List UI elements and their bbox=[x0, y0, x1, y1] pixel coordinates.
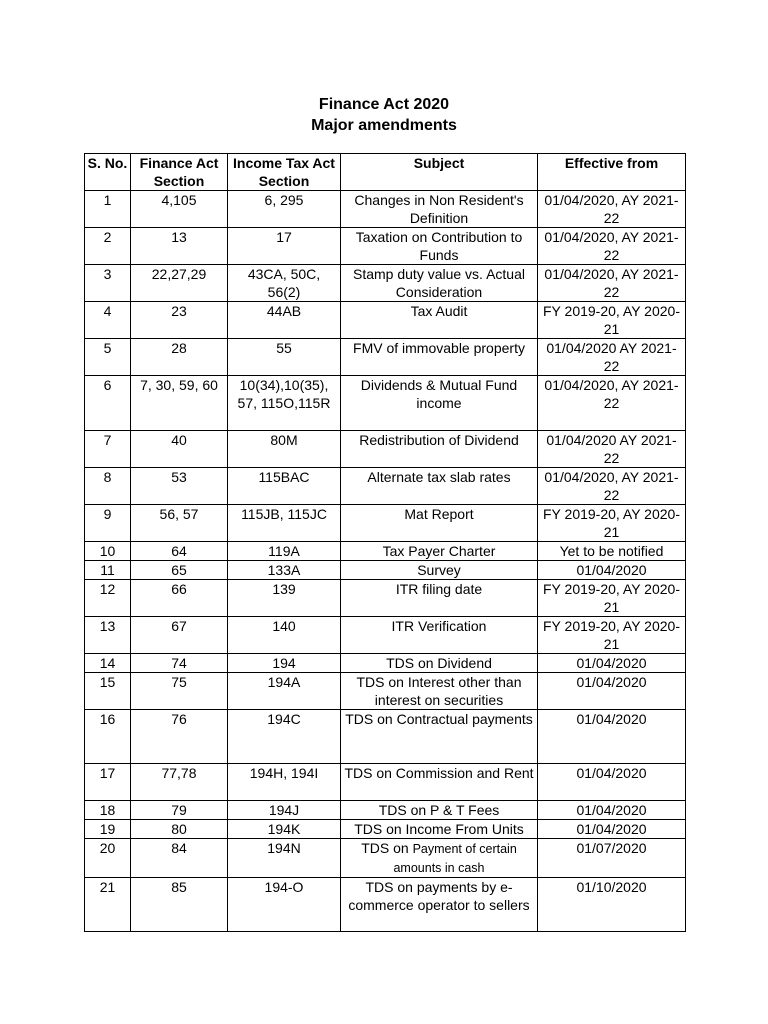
cell-sno: 20 bbox=[85, 839, 131, 878]
cell-finance-section: 4,105 bbox=[131, 191, 228, 228]
table-row bbox=[85, 654, 686, 673]
cell-effective-from: 01/04/2020 bbox=[538, 710, 686, 764]
cell-sno: 7 bbox=[85, 431, 131, 468]
cell-it-section: 43CA, 50C, 56(2) bbox=[228, 265, 341, 302]
cell-subject: FMV of immovable property bbox=[341, 339, 538, 376]
subject-small-text: Payment of certain amounts in cash bbox=[393, 842, 517, 875]
cell-effective-from: 01/04/2020, AY 2021-22 bbox=[538, 265, 686, 302]
cell-it-section: 6, 295 bbox=[228, 191, 341, 228]
cell-finance-section: 67 bbox=[131, 617, 228, 654]
cell-subject: Tax Audit bbox=[341, 302, 538, 339]
cell-effective-from: 01/04/2020 AY 2021-22 bbox=[538, 431, 686, 468]
cell-finance-section: 7, 30, 59, 60 bbox=[131, 376, 228, 431]
table-row bbox=[85, 710, 686, 764]
cell-effective-from: 01/04/2020 bbox=[538, 673, 686, 710]
cell-it-section: 140 bbox=[228, 617, 341, 654]
cell-it-section: 115BAC bbox=[228, 468, 341, 505]
cell-finance-section: 76 bbox=[131, 710, 228, 764]
cell-sno: 1 bbox=[85, 191, 131, 228]
cell-subject: Taxation on Contribution to Funds bbox=[341, 228, 538, 265]
cell-subject: Redistribution of Dividend bbox=[341, 431, 538, 468]
cell-effective-from: 01/04/2020 AY 2021-22 bbox=[538, 339, 686, 376]
table-row bbox=[85, 801, 686, 820]
cell-it-section: 115JB, 115JC bbox=[228, 505, 341, 542]
cell-finance-section: 77,78 bbox=[131, 764, 228, 801]
cell-effective-from: 01/04/2020 bbox=[538, 561, 686, 580]
cell-sno: 2 bbox=[85, 228, 131, 265]
cell-subject: Survey bbox=[341, 561, 538, 580]
cell-effective-from: 01/04/2020 bbox=[538, 820, 686, 839]
cell-finance-section: 23 bbox=[131, 302, 228, 339]
amendments-table bbox=[84, 153, 686, 932]
cell-subject: Changes in Non Resident's Definition bbox=[341, 191, 538, 228]
cell-it-section: 194-O bbox=[228, 878, 341, 932]
cell-effective-from: 01/04/2020, AY 2021-22 bbox=[538, 228, 686, 265]
cell-effective-from: 01/04/2020 bbox=[538, 654, 686, 673]
cell-sno: 8 bbox=[85, 468, 131, 505]
cell-finance-section: 74 bbox=[131, 654, 228, 673]
table-row bbox=[85, 820, 686, 839]
cell-finance-section: 75 bbox=[131, 673, 228, 710]
cell-sno: 3 bbox=[85, 265, 131, 302]
table-row bbox=[85, 617, 686, 654]
cell-subject: TDS on Interest other than interest on securities bbox=[341, 673, 538, 710]
cell-finance-section: 13 bbox=[131, 228, 228, 265]
cell-subject: Mat Report bbox=[341, 505, 538, 542]
cell-it-section: 133A bbox=[228, 561, 341, 580]
table-row bbox=[85, 764, 686, 801]
cell-it-section: 194N bbox=[228, 839, 341, 878]
cell-effective-from: FY 2019-20, AY 2020-21 bbox=[538, 617, 686, 654]
cell-finance-section: 64 bbox=[131, 542, 228, 561]
table-row bbox=[85, 839, 686, 878]
cell-subject: TDS on Contractual payments bbox=[341, 710, 538, 764]
cell-subject: Stamp duty value vs. Actual Consideration bbox=[341, 265, 538, 302]
header-it-section: Income Tax Act Section bbox=[228, 154, 341, 191]
table-row bbox=[85, 561, 686, 580]
cell-effective-from: 01/04/2020, AY 2021-22 bbox=[538, 191, 686, 228]
header-subject: Subject bbox=[341, 154, 538, 191]
cell-sno: 17 bbox=[85, 764, 131, 801]
cell-sno: 13 bbox=[85, 617, 131, 654]
cell-sno: 18 bbox=[85, 801, 131, 820]
cell-finance-section: 22,27,29 bbox=[131, 265, 228, 302]
cell-it-section: 10(34),10(35), 57, 115O,115R bbox=[228, 376, 341, 431]
cell-sno: 10 bbox=[85, 542, 131, 561]
cell-effective-from: FY 2019-20, AY 2020-21 bbox=[538, 505, 686, 542]
cell-finance-section: 84 bbox=[131, 839, 228, 878]
cell-sno: 12 bbox=[85, 580, 131, 617]
cell-finance-section: 53 bbox=[131, 468, 228, 505]
cell-subject: Dividends & Mutual Fund income bbox=[341, 376, 538, 431]
cell-it-section: 194C bbox=[228, 710, 341, 764]
cell-subject: TDS on payments by e-commerce operator to sellers bbox=[341, 878, 538, 932]
cell-sno: 4 bbox=[85, 302, 131, 339]
cell-sno: 19 bbox=[85, 820, 131, 839]
cell-it-section: 55 bbox=[228, 339, 341, 376]
cell-it-section: 17 bbox=[228, 228, 341, 265]
cell-it-section: 119A bbox=[228, 542, 341, 561]
cell-finance-section: 85 bbox=[131, 878, 228, 932]
cell-it-section: 80M bbox=[228, 431, 341, 468]
document-subtitle: Major amendments bbox=[311, 117, 457, 134]
cell-subject: TDS on P & T Fees bbox=[341, 801, 538, 820]
table-header-row bbox=[85, 154, 686, 191]
table-row bbox=[85, 505, 686, 542]
cell-effective-from: 01/10/2020 bbox=[538, 878, 686, 932]
cell-sno: 15 bbox=[85, 673, 131, 710]
cell-subject: TDS on Dividend bbox=[341, 654, 538, 673]
cell-subject: ITR filing date bbox=[341, 580, 538, 617]
table-row bbox=[85, 265, 686, 302]
table-row bbox=[85, 468, 686, 505]
cell-subject bbox=[341, 839, 538, 878]
cell-effective-from: FY 2019-20, AY 2020-21 bbox=[538, 302, 686, 339]
cell-sno: 11 bbox=[85, 561, 131, 580]
cell-it-section: 194K bbox=[228, 820, 341, 839]
cell-finance-section: 65 bbox=[131, 561, 228, 580]
cell-sno: 14 bbox=[85, 654, 131, 673]
table-row bbox=[85, 302, 686, 339]
cell-it-section: 194 bbox=[228, 654, 341, 673]
cell-effective-from: 01/07/2020 bbox=[538, 839, 686, 878]
cell-it-section: 194J bbox=[228, 801, 341, 820]
document-title-block bbox=[0, 94, 768, 136]
cell-sno: 6 bbox=[85, 376, 131, 431]
document-title: Finance Act 2020 bbox=[318, 96, 450, 113]
table-row bbox=[85, 431, 686, 468]
cell-finance-section: 80 bbox=[131, 820, 228, 839]
table-row bbox=[85, 191, 686, 228]
cell-effective-from: 01/04/2020 bbox=[538, 764, 686, 801]
cell-effective-from: 01/04/2020, AY 2021-22 bbox=[538, 468, 686, 505]
cell-subject: TDS on Income From Units bbox=[341, 820, 538, 839]
table-row bbox=[85, 878, 686, 932]
cell-finance-section: 56, 57 bbox=[131, 505, 228, 542]
cell-subject: Alternate tax slab rates bbox=[341, 468, 538, 505]
cell-sno: 5 bbox=[85, 339, 131, 376]
cell-subject: Tax Payer Charter bbox=[341, 542, 538, 561]
cell-subject: ITR Verification bbox=[341, 617, 538, 654]
table-row bbox=[85, 673, 686, 710]
cell-subject: TDS on Commission and Rent bbox=[341, 764, 538, 801]
header-sno: S. No. bbox=[85, 154, 131, 191]
header-finance-section: Finance Act Section bbox=[131, 154, 228, 191]
cell-sno: 16 bbox=[85, 710, 131, 764]
cell-sno: 21 bbox=[85, 878, 131, 932]
cell-effective-from: 01/04/2020 bbox=[538, 801, 686, 820]
header-effective-from: Effective from bbox=[538, 154, 686, 191]
cell-finance-section: 28 bbox=[131, 339, 228, 376]
cell-it-section: 194H, 194I bbox=[228, 764, 341, 801]
cell-effective-from: FY 2019-20, AY 2020-21 bbox=[538, 580, 686, 617]
cell-sno: 9 bbox=[85, 505, 131, 542]
cell-finance-section: 40 bbox=[131, 431, 228, 468]
cell-finance-section: 66 bbox=[131, 580, 228, 617]
cell-effective-from: Yet to be notified bbox=[538, 542, 686, 561]
cell-it-section: 194A bbox=[228, 673, 341, 710]
cell-it-section: 44AB bbox=[228, 302, 341, 339]
subject-prefix: TDS on bbox=[361, 840, 409, 856]
table-row bbox=[85, 542, 686, 561]
cell-effective-from: 01/04/2020, AY 2021-22 bbox=[538, 376, 686, 431]
table-row bbox=[85, 339, 686, 376]
table-row bbox=[85, 376, 686, 431]
cell-it-section: 139 bbox=[228, 580, 341, 617]
table-row bbox=[85, 228, 686, 265]
table-row bbox=[85, 580, 686, 617]
cell-finance-section: 79 bbox=[131, 801, 228, 820]
